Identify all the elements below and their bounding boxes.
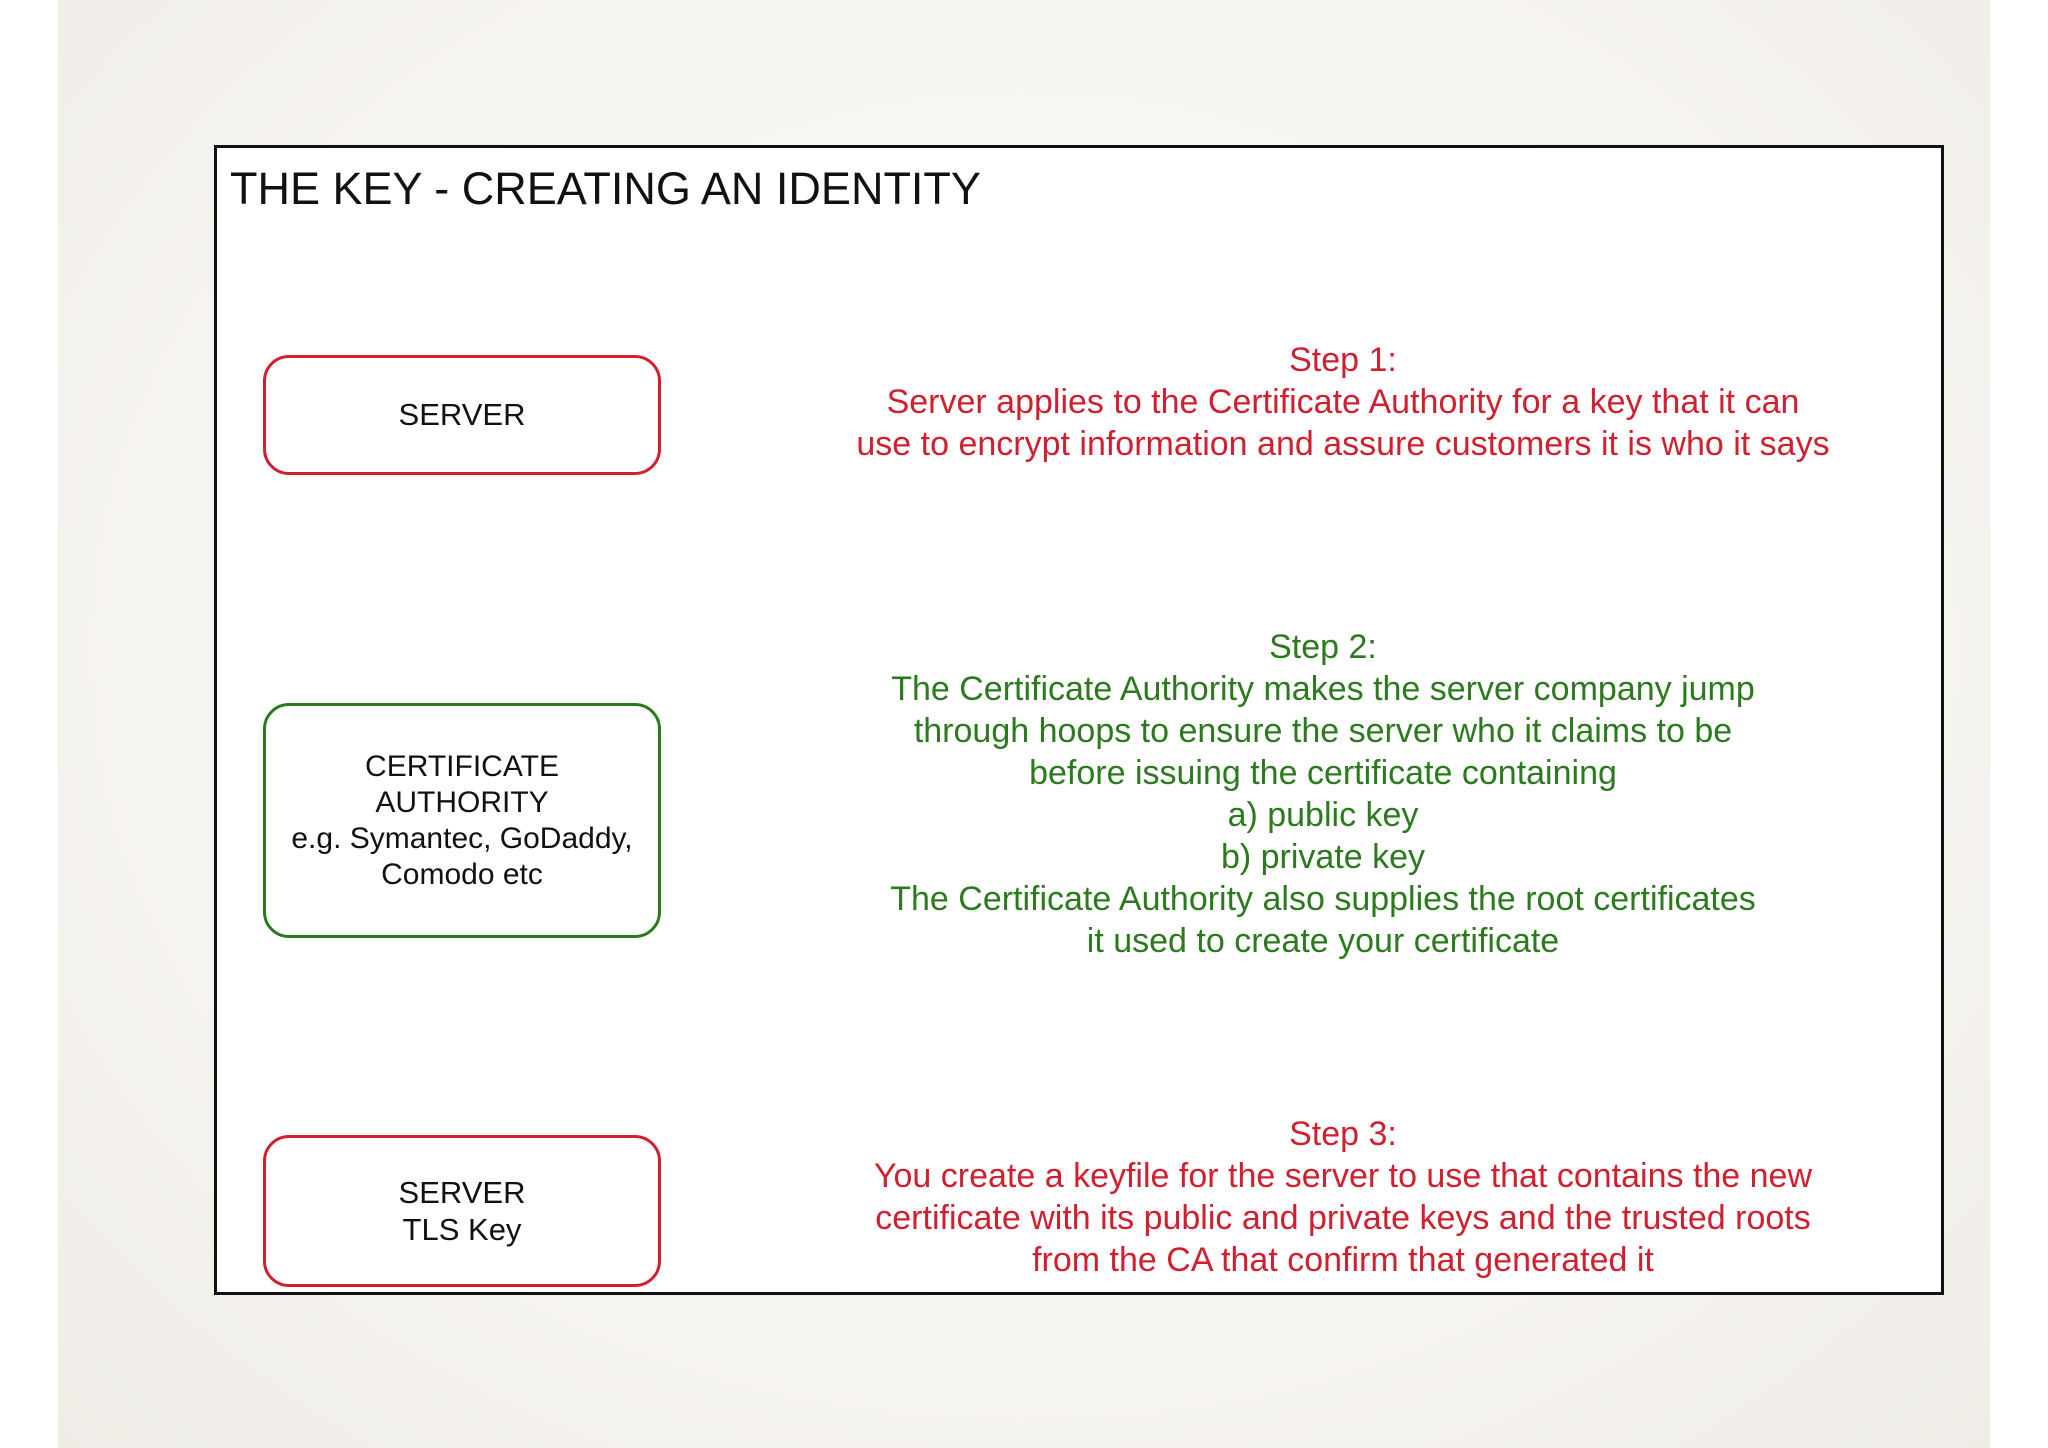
step-line: it used to create your certificate	[1086, 922, 1560, 960]
server-node	[263, 355, 661, 475]
step-line: The Certificate Authority also supplies the root certificates	[890, 880, 1756, 918]
step-line: certificate with its public and private keys and the trusted roots	[875, 1199, 1811, 1237]
step-line: before issuing the certificate containing	[1029, 754, 1617, 792]
step-1-text	[817, 339, 1869, 465]
step-heading: Step 2:	[1269, 628, 1377, 666]
step-line: a) public key	[1227, 796, 1419, 834]
server-tls-key-node	[263, 1135, 661, 1287]
step-line: You create a keyfile for the server to use that contains the new	[873, 1157, 1813, 1195]
certificate-authority-node	[263, 703, 661, 938]
step-line: b) private key	[1220, 838, 1426, 876]
step-line: from the CA that confirm that generated it	[1032, 1241, 1654, 1279]
page-background	[58, 0, 1990, 1448]
server-node-label: SERVER	[398, 397, 526, 433]
server-tls-key-node-label: SERVER TLS Key	[398, 1174, 526, 1247]
step-line: through hoops to ensure the server who it claims to be	[913, 712, 1733, 750]
diagram-title: THE KEY - CREATING AN IDENTITY	[230, 163, 981, 214]
step-2-text	[797, 626, 1849, 962]
step-line: use to encrypt information and assure customers it is who it says	[856, 425, 1830, 463]
diagram-frame	[214, 145, 1944, 1295]
step-heading: Step 3:	[1289, 1115, 1397, 1153]
step-line: Server applies to the Certificate Authority for a key that it can	[886, 383, 1800, 421]
step-3-text	[817, 1113, 1869, 1281]
certificate-authority-node-label: CERTIFICATE AUTHORITY e.g. Symantec, GoDaddy, Comodo etc	[291, 749, 633, 891]
step-heading: Step 1:	[1289, 341, 1397, 379]
step-line: The Certificate Authority makes the server company jump	[891, 670, 1755, 708]
